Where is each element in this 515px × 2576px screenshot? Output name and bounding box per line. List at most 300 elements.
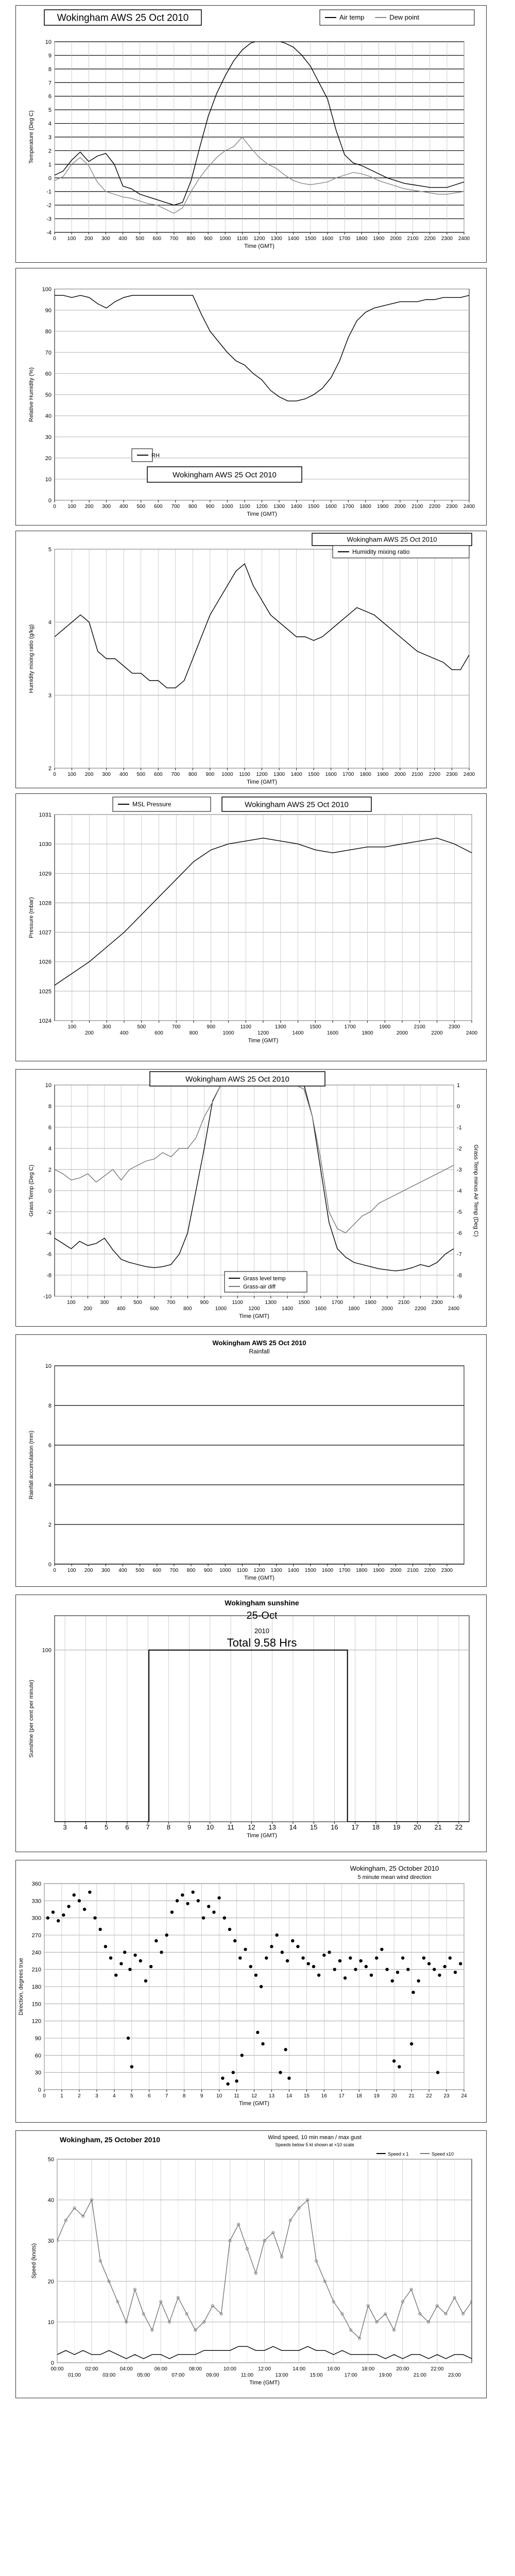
x-tick-label: 400 [119,504,128,510]
x-tick-label: 05:00 [137,2372,150,2378]
data-point [98,1928,101,1931]
x-tick-label: 4 [113,2093,116,2099]
x-tick-label: 1300 [274,1024,286,1030]
x-tick-label: 21:00 [413,2372,426,2378]
x-tick-label: 200 [84,1568,93,1573]
data-point [217,1896,220,1900]
data-point [286,1959,289,1962]
x-tick-label: 2300 [446,772,458,777]
y-tick-label: 9 [48,53,52,59]
chart-title: Wokingham AWS 25 Oct 2010 [173,470,277,480]
y-tick-label: 2 [48,148,52,155]
data-point [406,1968,409,1971]
data-point [149,1965,152,1968]
y2-tick-label: -8 [457,1273,462,1279]
data-point [46,1916,49,1919]
legend-label: Speed x 1 [388,2151,409,2157]
data-point [139,1959,142,1962]
data-point [238,1956,242,1959]
data-point [119,1962,123,1965]
x-tick-label: 11 [227,1823,234,1831]
y-tick-label: 8 [48,1104,52,1110]
x-tick-label: 2400 [466,1030,478,1036]
chart-subtitle: Wind speed, 10 min mean / max gust [268,2134,362,2141]
humidity-chart [16,268,486,524]
x-tick-label: 15 [310,1823,318,1831]
x-tick-label: 1700 [339,1568,351,1573]
x-tick-label: 23:00 [448,2372,461,2378]
x-tick-label: 1800 [359,772,371,777]
x-tick-label: 600 [150,1306,159,1312]
data-point [128,1968,131,1971]
x-tick-label: 2300 [449,1024,460,1030]
data-point [454,1971,457,1974]
x-tick-label: 800 [188,504,197,510]
y2-tick-label: 1 [457,1082,460,1089]
y2-tick-label: -1 [457,1125,462,1131]
x-tick-label: 1000 [219,1568,231,1573]
x-tick-label: 1300 [265,1300,277,1306]
data-point [270,1945,273,1948]
legend-label: Speed x10 [432,2151,454,2157]
x-tick-label: 2100 [411,772,423,777]
x-tick-label: 800 [186,1568,196,1573]
x-tick-label: 20:00 [396,2366,409,2372]
x-tick-label: 2400 [458,236,470,242]
x-tick-label: 10 [206,1823,214,1831]
y-tick-label: -2 [46,202,52,209]
x-tick-label: 400 [118,1568,127,1573]
x-tick-label: 800 [188,772,197,777]
y-tick-label: 40 [45,413,52,419]
x-tick-label: 18 [356,2093,362,2099]
y-tick-label: 30 [35,2070,41,2076]
x-tick-label: 11:00 [241,2372,254,2378]
y-tick-label: 4 [48,121,52,127]
data-point [281,1951,284,1954]
x-tick-label: 100 [67,772,76,777]
x-tick-label: 800 [186,236,196,242]
y-tick-label: 70 [45,350,52,356]
x-tick-label: 2200 [428,772,441,777]
y-tick-label: 6 [48,1443,52,1449]
x-tick-label: 0 [53,772,56,777]
x-axis-label: Time (GMT) [244,1575,274,1581]
data-point [438,1974,441,1977]
data-point [370,1974,373,1977]
mixing-ratio-chart-panel [15,531,487,788]
x-tick-label: 5 [130,2093,133,2099]
x-tick-label: 100 [67,504,76,510]
x-tick-label: 2100 [411,504,423,510]
data-point [88,1890,91,1893]
data-point [317,1974,320,1977]
wind-direction-chart [16,1860,486,2121]
x-tick-label: 8 [166,1823,170,1831]
x-tick-label: 1800 [356,1568,368,1573]
x-tick-label: 700 [171,1024,181,1030]
data-point [93,1916,96,1919]
x-tick-label: 18 [372,1823,380,1831]
data-point [443,1965,446,1968]
x-tick-label: 2000 [381,1306,393,1312]
x-tick-label: 1000 [215,1306,227,1312]
x-tick-label: 1200 [253,1568,265,1573]
y-tick-label: 2 [48,766,52,772]
x-tick-label: 1100 [236,236,248,242]
data-point [127,2037,130,2040]
x-tick-label: 600 [152,236,162,242]
data-point [307,1962,310,1965]
y-tick-label: 300 [31,1915,41,1922]
x-tick-label: 500 [135,236,144,242]
data-point [391,1979,394,1982]
y2-tick-label: -6 [457,1230,462,1236]
chart-title: Wokingham, 25 October 2010 [350,1865,439,1872]
y-tick-label: 10 [45,1363,52,1369]
data-point [233,1939,236,1942]
y-tick-label: 7 [48,80,52,87]
x-tick-label: 14 [289,1823,297,1831]
data-point [212,1910,215,1913]
x-tick-label: 700 [166,1300,176,1306]
x-tick-label: 20 [391,2093,397,2099]
data-point [411,1991,415,1994]
y-tick-label: 1024 [39,1018,52,1024]
chart-title: Wokingham sunshine [225,1599,299,1607]
x-tick-label: 200 [84,772,94,777]
y-tick-label: 5 [48,547,52,553]
x-tick-label: 08:00 [188,2366,202,2372]
y-tick-label: 40 [47,2197,54,2204]
y-tick-label: 20 [47,2279,54,2285]
x-tick-label: 1500 [308,504,320,510]
x-tick-label: 1900 [373,1568,385,1573]
x-tick-label: 100 [67,1024,77,1030]
x-tick-label: 12 [248,1823,255,1831]
x-tick-label: 19 [373,2093,380,2099]
y-tick-label: 50 [47,2157,54,2163]
data-point [385,1968,388,1971]
x-tick-label: 700 [171,772,180,777]
y-tick-label: 2 [48,1167,52,1173]
data-point [312,1965,315,1968]
x-tick-label: 200 [85,1030,94,1036]
data-point [365,1965,368,1968]
y-tick-label: 1030 [39,841,52,848]
x-tick-label: 1200 [257,1030,269,1036]
x-tick-label: 1000 [222,1030,234,1036]
temperature-chart [16,6,486,261]
x-tick-label: 18:00 [362,2366,375,2372]
data-point [249,1965,252,1968]
y-tick-label: 1028 [39,900,52,907]
data-point [191,1890,194,1893]
y-tick-label: -2 [46,1209,52,1215]
data-point [459,1962,462,1965]
data-point [333,1968,336,1971]
data-point [396,1971,399,1974]
x-tick-label: 900 [207,1024,216,1030]
data-point [287,2077,290,2080]
y-tick-label: 0 [48,498,52,504]
x-axis-label: Time (GMT) [244,243,274,249]
wind-speed-chart-panel [15,2130,487,2398]
y-tick-label: 4 [48,1146,52,1152]
wind-direction-chart-panel [15,1860,487,2123]
x-tick-label: 2100 [398,1300,410,1306]
x-axis-label: Time (GMT) [247,779,277,785]
y-tick-label: 1025 [39,988,52,995]
data-point [375,1956,378,1959]
x-tick-label: 2400 [463,772,475,777]
x-tick-label: 0 [53,236,56,242]
x-tick-label: 900 [205,772,215,777]
x-tick-label: 1900 [377,504,389,510]
y2-tick-label: -2 [457,1146,462,1152]
x-tick-label: 1000 [221,504,233,510]
x-tick-label: 200 [83,1306,92,1312]
chart-title: Wokingham AWS 25 Oct 2010 [57,12,189,24]
y-tick-label: 360 [31,1881,41,1887]
x-tick-label: 700 [169,1568,179,1573]
data-point [392,2059,396,2062]
x-tick-label: 1100 [236,1568,248,1573]
y-tick-label: 100 [42,286,52,293]
chart-title: Wokingham, 25 October 2010 [60,2136,161,2144]
x-tick-label: 600 [153,772,163,777]
x-tick-label: 1600 [321,1568,334,1573]
x-tick-label: 300 [102,772,111,777]
x-tick-label: 1900 [373,236,385,242]
data-point [228,1928,231,1931]
data-point [427,1962,431,1965]
data-point [436,2071,439,2074]
x-tick-label: 2100 [407,1568,419,1573]
data-point [256,2031,259,2034]
data-point [109,1956,112,1959]
x-tick-label: 1100 [240,1024,252,1030]
y-tick-label: 0 [48,1188,52,1194]
x-axis-label: Time (GMT) [248,1038,279,1044]
data-point [144,1979,147,1982]
plot-area [55,1366,464,1564]
x-tick-label: 07:00 [171,2372,185,2378]
y-tick-label: 100 [42,1647,52,1654]
data-point [186,1902,189,1905]
data-point [322,1954,325,1957]
legend-label: Grass level temp [243,1276,286,1282]
data-point [197,1899,200,1902]
x-tick-label: 2400 [448,1306,460,1312]
x-tick-label: 1700 [344,1024,356,1030]
x-tick-label: 11 [234,2093,239,2099]
chart-title: Wokingham AWS 25 Oct 2010 [245,800,349,809]
x-tick-label: 1700 [342,504,354,510]
x-axis-label: Time (GMT) [247,1833,277,1839]
x-axis-label: Time (GMT) [249,2380,280,2386]
x-tick-label: 400 [118,236,127,242]
x-tick-label: 20 [414,1823,421,1831]
x-tick-label: 10 [216,2093,222,2099]
x-tick-label: 21 [434,1823,442,1831]
x-tick-label: 1400 [287,1568,299,1573]
y-tick-label: 1029 [39,871,52,877]
x-tick-label: 17 [351,1823,359,1831]
chart-subtitle: Rainfall [249,1348,270,1355]
x-tick-label: 15:00 [310,2372,323,2378]
data-point [291,1939,294,1942]
x-tick-label: 400 [116,1306,126,1312]
y-tick-label: -6 [46,1251,52,1258]
x-tick-label: 1900 [365,1300,376,1306]
data-point [235,2079,238,2082]
x-tick-label: 6 [125,1823,129,1831]
data-point [223,1916,226,1919]
x-tick-label: 1600 [321,236,334,242]
x-axis-label: Time (GMT) [247,511,277,517]
y-tick-label: 0 [48,175,52,182]
x-tick-label: 8 [182,2093,186,2099]
x-tick-label: 03:00 [102,2372,116,2378]
y-tick-label: 6 [48,93,52,100]
legend-label: Air temp [339,13,365,21]
y-axis-label: Relative Humidity (%) [28,367,35,422]
y-tick-label: -4 [46,1230,52,1236]
legend-label: Dew point [389,13,420,21]
x-tick-label: 1700 [331,1300,344,1306]
data-point [130,2065,133,2068]
data-point [160,1951,163,1954]
x-tick-label: 700 [171,504,180,510]
x-tick-label: 12 [251,2093,258,2099]
x-tick-label: 1500 [310,1024,321,1030]
data-point [284,2048,287,2051]
y2-tick-label: -3 [457,1167,462,1173]
x-tick-label: 1600 [325,504,337,510]
x-tick-label: 900 [203,236,213,242]
x-tick-label: 5 [105,1823,109,1831]
data-point [380,1948,383,1951]
data-point [338,1959,341,1962]
data-point [232,2071,235,2074]
x-tick-label: 15 [303,2093,310,2099]
x-tick-label: 2200 [428,504,441,510]
pressure-chart [16,794,486,1060]
data-point [398,2065,401,2068]
data-point [254,1974,258,1977]
x-tick-label: 2100 [414,1024,425,1030]
x-tick-label: 200 [84,504,94,510]
y-tick-label: 330 [31,1898,41,1905]
data-point [422,1956,425,1959]
y-tick-label: 1027 [39,929,52,936]
x-tick-label: 22 [426,2093,432,2099]
y-axis-label: Humidity mixing ratio (g/kg) [28,624,35,693]
y-tick-label: 10 [45,477,52,483]
humidity-chart-panel [15,268,487,526]
x-tick-label: 2100 [407,236,419,242]
data-point [202,1916,205,1919]
y-tick-label: 20 [45,455,52,462]
x-tick-label: 02:00 [85,2366,98,2372]
x-tick-label: 2300 [441,1568,453,1573]
y2-tick-label: -7 [457,1251,462,1258]
y-tick-label: 6 [48,1125,52,1131]
x-tick-label: 3 [95,2093,98,2099]
y-axis-label: Grass Temp (Deg C) [28,1164,35,1217]
x-tick-label: 16:00 [327,2366,340,2372]
x-tick-label: 200 [84,236,93,242]
x-tick-label: 1800 [356,236,368,242]
x-tick-label: 2200 [415,1306,426,1312]
x-tick-label: 2300 [431,1300,443,1306]
chart-title: Wokingham AWS 25 Oct 2010 [185,1075,289,1084]
y-tick-label: 1031 [39,812,52,818]
y-axis-label: Temperature (Deg C) [28,110,35,164]
x-tick-label: 01:00 [68,2372,81,2378]
x-tick-label: 1300 [270,236,282,242]
sunshine-chart [16,1595,486,1851]
y-tick-label: 60 [35,2053,41,2059]
x-tick-label: 600 [153,504,163,510]
data-point [296,1945,299,1948]
x-tick-label: 19:00 [379,2372,392,2378]
y2-tick-label: -4 [457,1188,462,1194]
x-tick-label: 2400 [463,504,475,510]
x-tick-label: 9 [200,2093,203,2099]
y-tick-label: 0 [48,1562,52,1568]
x-tick-label: 1600 [315,1306,327,1312]
y-tick-label: 120 [31,2018,41,2025]
data-point [344,1976,347,1979]
x-tick-label: 1400 [290,772,302,777]
x-tick-label: 2300 [446,504,458,510]
data-point [401,1956,404,1959]
rainfall-chart [16,1335,486,1585]
x-tick-label: 1700 [342,772,354,777]
legend-label: Grass-air diff [243,1284,276,1290]
total-label: Total 9.58 Hrs [227,1636,297,1649]
y-tick-label: 270 [31,1933,41,1939]
data-point [181,1893,184,1896]
x-tick-label: 6 [147,2093,151,2099]
x-tick-label: 1800 [359,504,371,510]
y2-tick-label: -5 [457,1209,462,1215]
temperature-chart-panel [15,5,487,263]
x-tick-label: 14 [286,2093,292,2099]
data-point [433,1968,436,1971]
x-tick-label: 0 [43,2093,46,2099]
data-point [244,1948,247,1951]
x-tick-label: 700 [169,236,179,242]
x-tick-label: 1 [60,2093,63,2099]
x-tick-label: 100 [67,1568,76,1573]
x-tick-label: 7 [146,1823,150,1831]
x-tick-label: 24 [461,2093,467,2099]
x-tick-label: 300 [101,236,110,242]
x-tick-label: 500 [136,504,146,510]
data-point [78,1899,81,1902]
x-tick-label: 1100 [232,1300,243,1306]
x-tick-label: 1200 [248,1306,260,1312]
y-tick-label: 90 [45,308,52,314]
x-tick-label: 14:00 [293,2366,306,2372]
x-tick-label: 17:00 [344,2372,357,2378]
y-tick-label: -3 [46,216,52,223]
y-tick-label: 0 [38,2087,41,2093]
x-tick-label: 16 [331,1823,338,1831]
